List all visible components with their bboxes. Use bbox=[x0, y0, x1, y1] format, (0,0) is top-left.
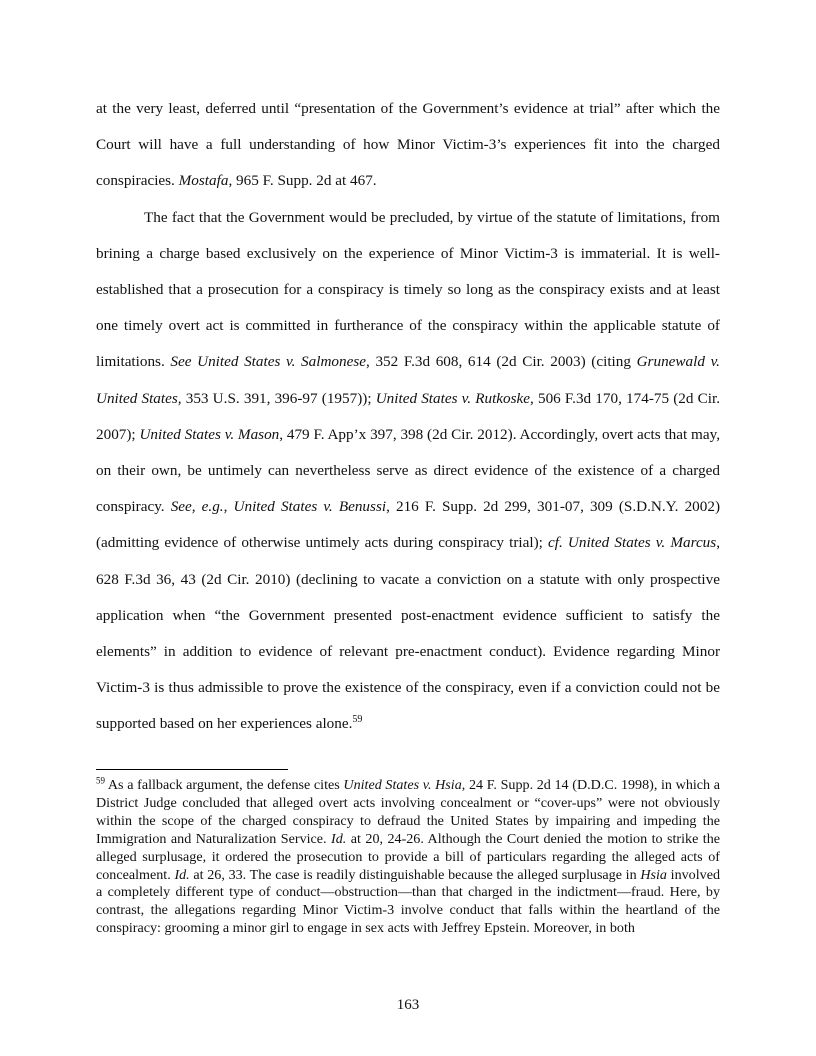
paragraph-2-text: The fact that the Government would be precluded, by virtue of the statute of limitations, from brining a charge based exclusively on the experience of Minor Victim-3 is immaterial. It is well-established that a prosecution for a conspiracy is timely so long as the conspiracy exists and at least one timely overt act is committed in furtherance of the conspiracy within the applicable statute of limitations. bbox=[96, 208, 720, 371]
id-citation: Id. bbox=[331, 830, 347, 847]
paragraph-2-text: , 628 F.3d 36, 43 (2d Cir. 2010) (declining to vacate a conviction on a statute with only prospective application when “the Government presented post-enactment evidence sufficient to satisfy the elements” in addition to evidence of relevant pre-enactment conduct). Evidence regarding Minor Victim-3 is thus admissible to prove the existence of the conspiracy, even if a conviction could not be supported based on her experiences alone. bbox=[96, 534, 720, 733]
id-citation: Id. bbox=[174, 866, 190, 883]
case-citation: United States v. Benussi bbox=[233, 498, 387, 516]
citation-text: , 352 F.3d 608, 614 (2d Cir. 2003) (citing bbox=[366, 353, 637, 371]
case-citation: Grunewald v. United States bbox=[96, 353, 720, 407]
paragraph-2-text: , 479 F. App’x 397, 398 (2d Cir. 2012). Accordingly, overt acts that may, on their own, be untimely can nevertheless serve as direct evidence of the existence of a charged conspiracy. bbox=[96, 425, 720, 516]
case-citation: Hsia bbox=[640, 866, 667, 883]
footnote bbox=[96, 777, 720, 938]
page-number: 163 bbox=[396, 997, 420, 1013]
paragraph-1-text: at the very least, deferred until “presentation of the Government’s evidence at trial” after which the Court will have a full understanding of how Minor Victim-3’s experiences fit into the charged conspiracies. bbox=[96, 100, 720, 190]
footnote-text: As a fallback argument, the defense cites bbox=[105, 777, 344, 793]
footnote-separator bbox=[96, 769, 288, 770]
case-citation: See United States v. Salmonese bbox=[170, 353, 367, 371]
case-citation: United States v. Mason bbox=[139, 425, 280, 443]
document-body bbox=[96, 91, 720, 743]
citation-text: , 965 F. Supp. 2d at 467. bbox=[228, 172, 377, 190]
footnote-number: 59 bbox=[96, 775, 105, 786]
case-citation: United States v. Hsia bbox=[343, 777, 462, 793]
case-citation: Mostafa bbox=[178, 172, 229, 190]
case-citation: United States v. Rutkoske bbox=[375, 389, 531, 407]
case-citation: cf. United States v. Marcus bbox=[548, 534, 717, 552]
footnote-text: at 20, 24-26. Although the Court denied the motion to strike the alleged surplusage, it ordered the prosecution to provide a bill of particulars regarding the alleged acts of concealment. bbox=[96, 830, 721, 883]
citation-text: , 216 F. Supp. 2d 299, 301-07, 309 (S.D.N.Y. 2002) (admitting evidence of otherwise untimely acts during conspiracy trial); bbox=[96, 498, 720, 552]
footnote-text: involved a completely different type of conduct—obstruction—than that charged in the indictment—fraud. Here, by contrast, the allegations regarding Minor Victim-3 involve conduct that falls within the heartland of the conspiracy: grooming a minor girl to engage in sex acts with Jeffrey Epstein. Moreover, in both bbox=[96, 866, 720, 937]
paragraph-2 bbox=[96, 200, 720, 743]
footnote-text: at 26, 33. The case is readily distinguishable because the alleged surplusage in bbox=[189, 866, 641, 883]
footnote-text: , 24 F. Supp. 2d 14 (D.D.C. 1998), in which a District Judge concluded that alleged overt acts involving concealment or “cover-ups” were not obviously within the scope of the charged conspiracy to defraud the United States by impairing and impeding the Immigration and Naturalization Service. bbox=[96, 777, 720, 847]
signal-citation: See, e.g. bbox=[170, 498, 224, 516]
citation-text: , bbox=[223, 498, 234, 516]
paragraph-1 bbox=[96, 91, 720, 200]
citation-text: , 506 F.3d 170, 174-75 (2d Cir. 2007); bbox=[96, 389, 720, 443]
footnote-reference[interactable]: 59 bbox=[352, 714, 363, 726]
citation-text: , 353 U.S. 391, 396-97 (1957)); bbox=[177, 389, 376, 407]
